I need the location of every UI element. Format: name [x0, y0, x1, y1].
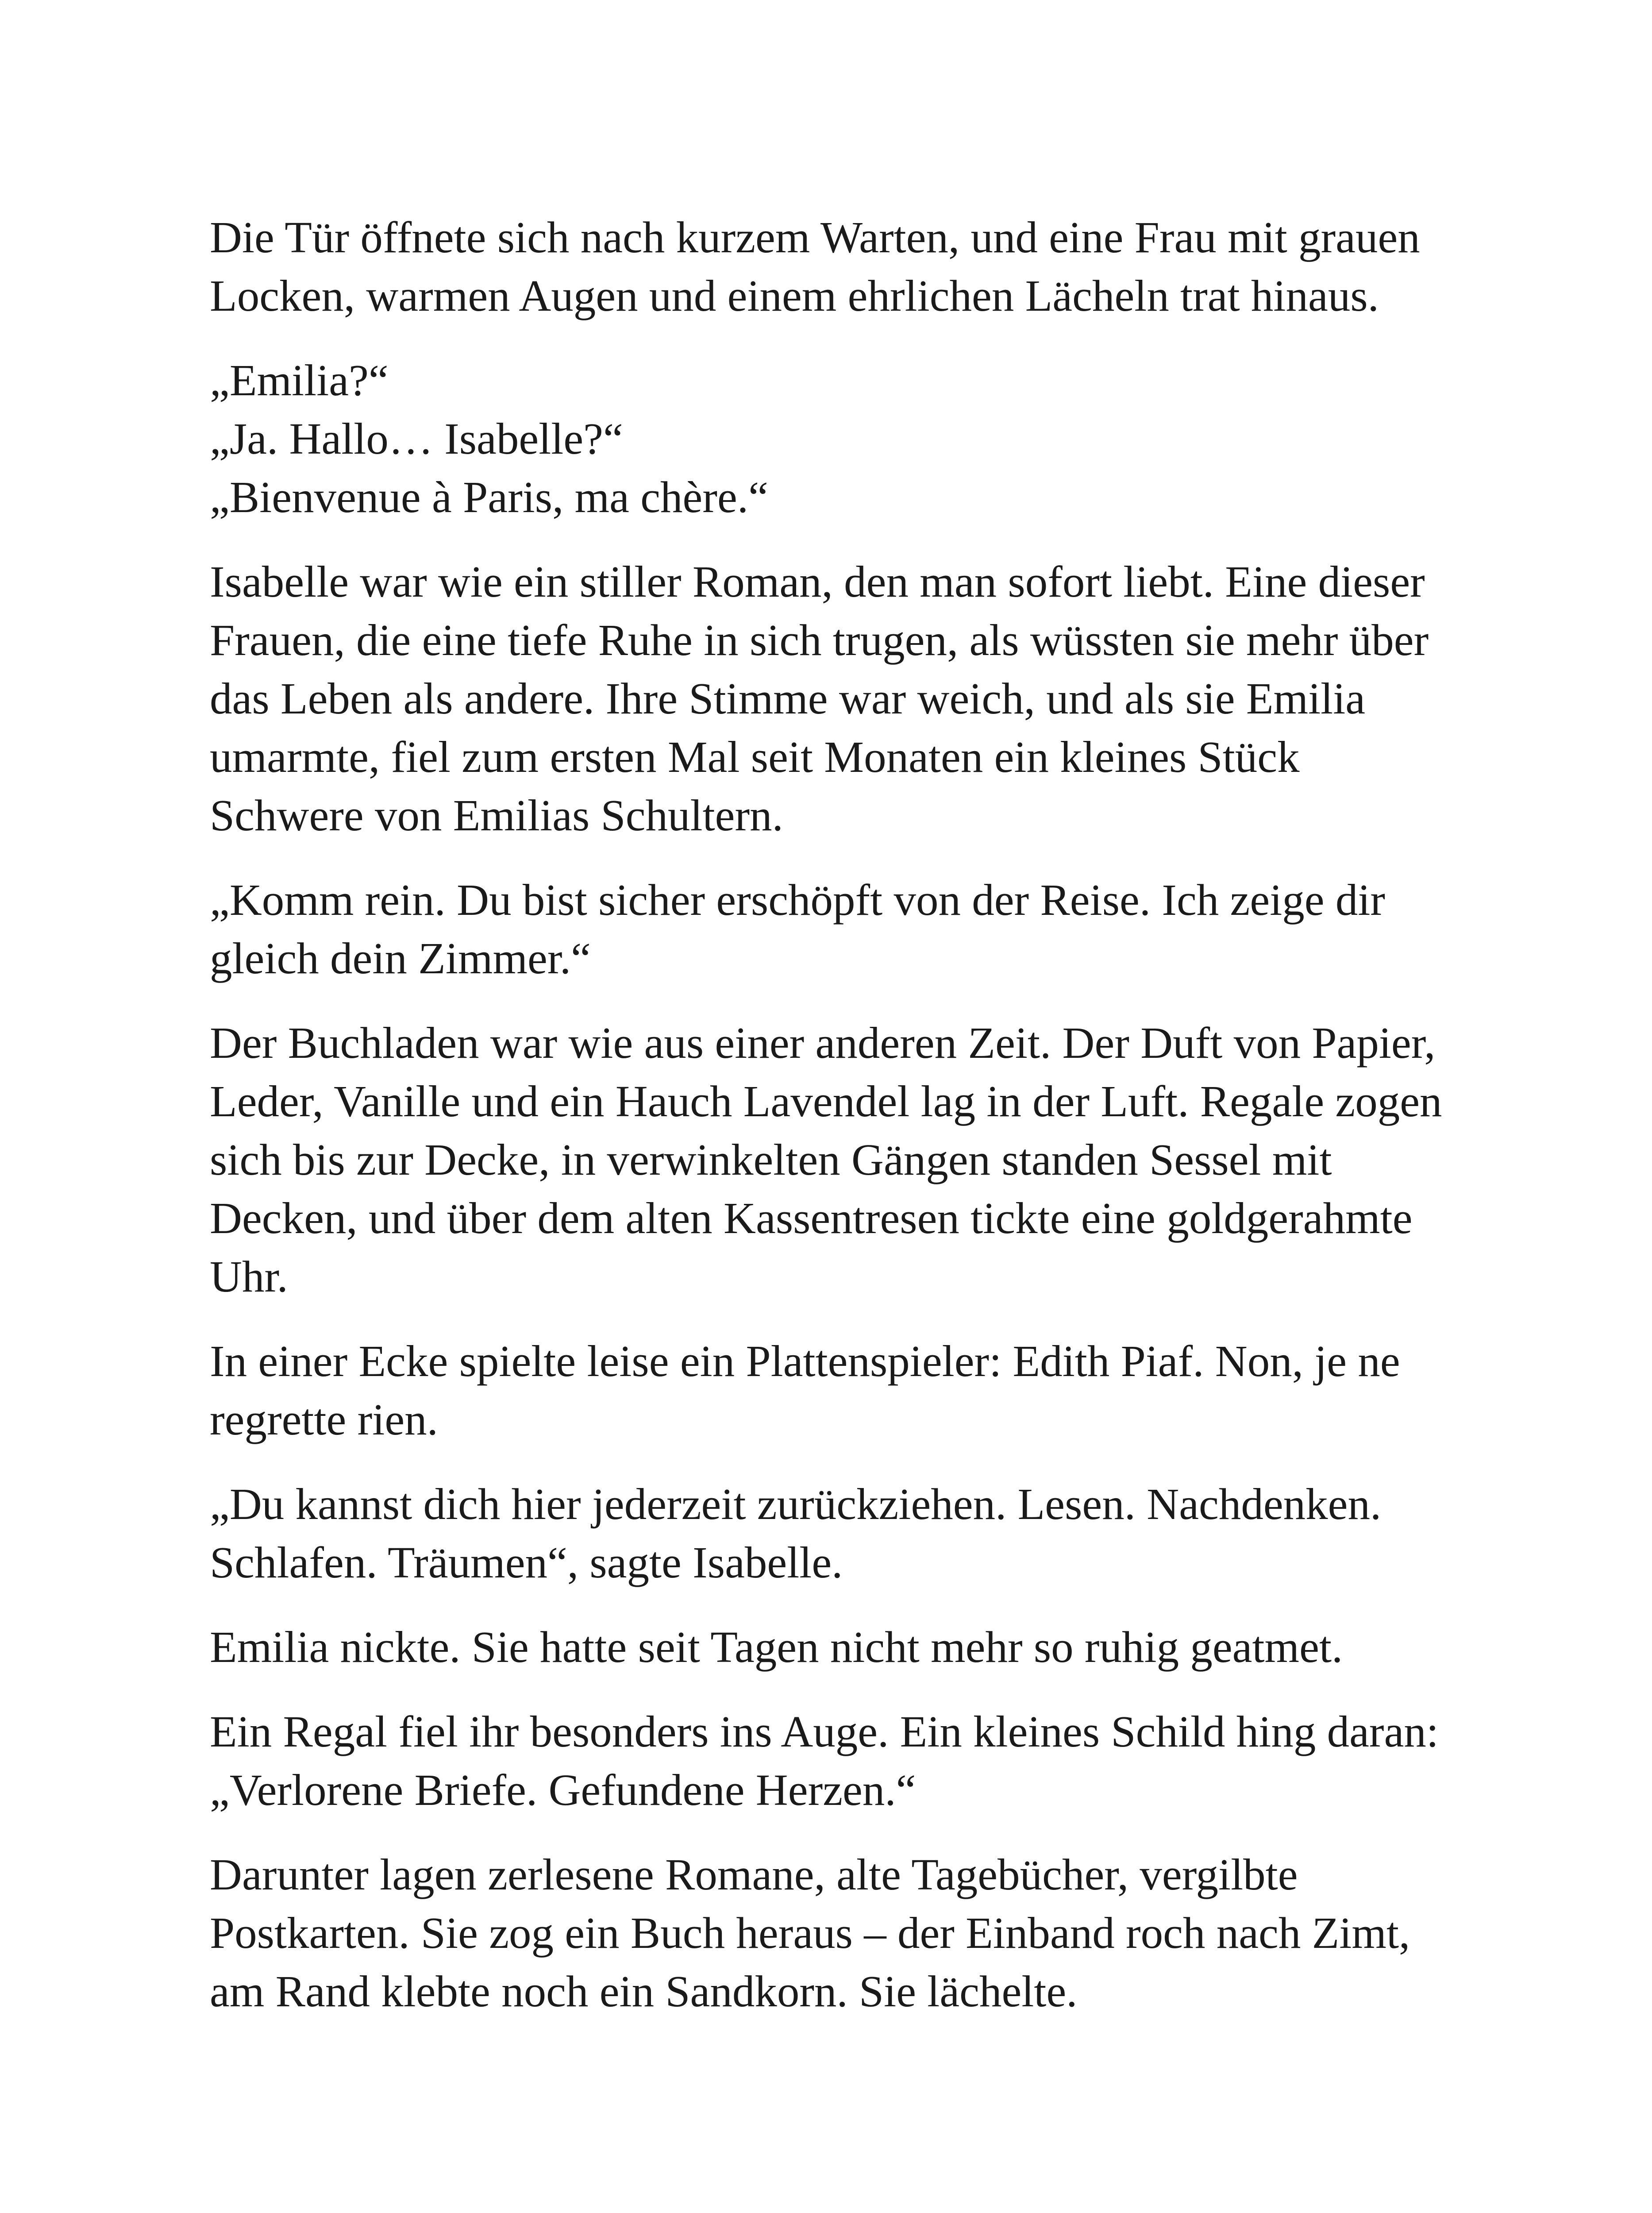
- text-line: Isabelle war wie ein stiller Roman, den man sofort liebt. Eine dieser: [210, 557, 1425, 606]
- text-line: am Rand klebte noch ein Sandkorn. Sie lächelte.: [210, 1966, 1078, 2016]
- text-line: Postkarten. Sie zog ein Buch heraus – der Einband roch nach Zimt,: [210, 1908, 1410, 1958]
- text-line: „Emilia?“: [210, 355, 389, 405]
- text-line: sich bis zur Decke, in verwinkelten Gängen standen Sessel mit: [210, 1135, 1332, 1184]
- text-line: Schwere von Emilias Schultern.: [210, 790, 783, 840]
- paragraph-6: [210, 1332, 1475, 1449]
- paragraph-8: [210, 1618, 1475, 1676]
- text-line: regrette rien.: [210, 1395, 438, 1444]
- paragraph-10: [210, 1845, 1475, 2020]
- text-line: umarmte, fiel zum ersten Mal seit Monaten ein kleines Stück: [210, 732, 1300, 782]
- text-line: Decken, und über dem alten Kassentresen tickte eine goldgerahmte: [210, 1193, 1413, 1243]
- text-line: „Bienvenue à Paris, ma chère.“: [210, 472, 768, 522]
- text-line: „Ja. Hallo… Isabelle?“: [210, 414, 623, 463]
- text-line: Frauen, die eine tiefe Ruhe in sich trugen, als wüssten sie mehr über: [210, 615, 1429, 665]
- text-line: gleich dein Zimmer.“: [210, 933, 591, 983]
- paragraph-4: [210, 871, 1475, 987]
- text-line: Emilia nickte. Sie hatte seit Tagen nicht mehr so ruhig geatmet.: [210, 1622, 1343, 1672]
- paragraph-2: [210, 351, 1475, 526]
- text-line: Darunter lagen zerlesene Romane, alte Tagebücher, vergilbte: [210, 1850, 1298, 1899]
- text-line: „Verlorene Briefe. Gefundene Herzen.“: [210, 1765, 916, 1815]
- text-line: das Leben als andere. Ihre Stimme war weich, und als sie Emilia: [210, 674, 1366, 723]
- paragraph-1: [210, 208, 1475, 325]
- text-line: Schlafen. Träumen“, sagte Isabelle.: [210, 1538, 843, 1587]
- text-line: Locken, warmen Augen und einem ehrlichen Lächeln trat hinaus.: [210, 271, 1379, 320]
- body-text: [210, 208, 1475, 2047]
- paragraph-7: [210, 1475, 1475, 1592]
- text-line: Ein Regal fiel ihr besonders ins Auge. Ein kleines Schild hing daran:: [210, 1707, 1439, 1756]
- paragraph-3: [210, 552, 1475, 844]
- text-line: „Du kannst dich hier jederzeit zurückziehen. Lesen. Nachdenken.: [210, 1479, 1382, 1529]
- text-line: Die Tür öffnete sich nach kurzem Warten, und eine Frau mit grauen: [210, 212, 1420, 262]
- text-line: In einer Ecke spielte leise ein Plattenspieler: Edith Piaf. Non, je ne: [210, 1336, 1400, 1386]
- text-line: „Komm rein. Du bist sicher erschöpft von der Reise. Ich zeige dir: [210, 875, 1386, 925]
- paragraph-9: [210, 1702, 1475, 1819]
- text-line: Der Buchladen war wie aus einer anderen Zeit. Der Duft von Papier,: [210, 1018, 1436, 1068]
- text-line: Leder, Vanille und ein Hauch Lavendel lag in der Luft. Regale zogen: [210, 1076, 1442, 1126]
- paragraph-5: [210, 1014, 1475, 1306]
- text-line: Uhr.: [210, 1252, 288, 1301]
